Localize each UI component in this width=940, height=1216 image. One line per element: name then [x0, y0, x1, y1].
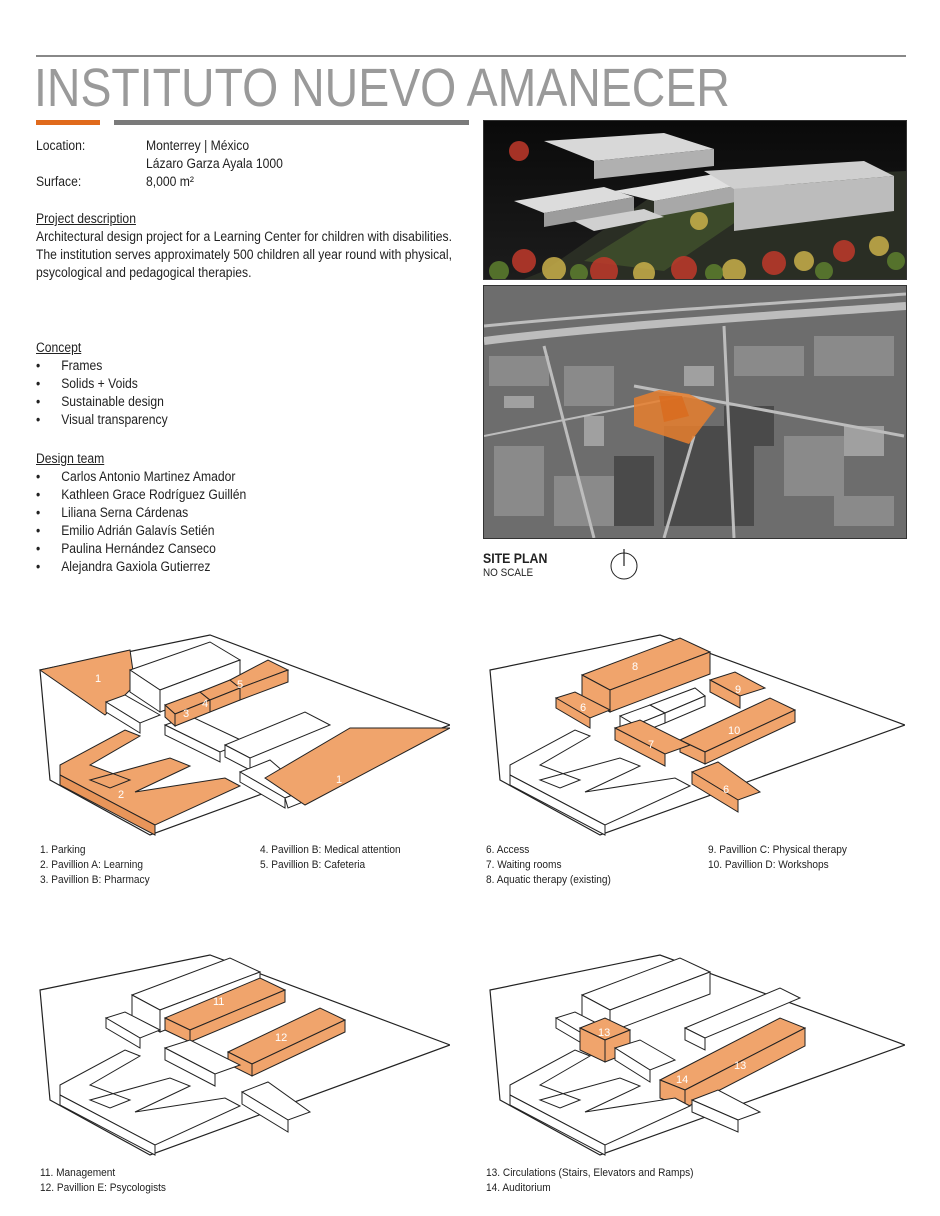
diagram-number: 2: [118, 789, 125, 801]
legend-2-col2: [708, 843, 847, 873]
team-member: Carlos Antonio Martinez Amador: [61, 469, 236, 484]
page-title: INSTITUTO NUEVO AMANECER: [34, 58, 730, 118]
team-heading: Design team: [36, 451, 105, 466]
legend-4: [486, 1166, 694, 1196]
diagram-number: 8: [632, 661, 639, 673]
legend-item: 1. Parking: [40, 844, 86, 856]
location-line2: Lázaro Garza Ayala 1000: [146, 156, 283, 171]
list-item: • Paulina Hernández Canseco: [36, 541, 216, 556]
diagram-number: 13: [598, 1027, 611, 1039]
rendering-image: [483, 120, 907, 280]
diagram-number: 14: [676, 1074, 689, 1086]
description-line: psycological and pedagogical therapies.: [36, 265, 252, 280]
legend-item: 12. Pavillion E: Psycologists: [40, 1182, 166, 1194]
site-plan-subtitle: NO SCALE: [483, 567, 534, 579]
legend-1-col2: [260, 843, 401, 873]
diagram-number: 7: [648, 739, 655, 751]
legend-item: 7. Waiting rooms: [486, 859, 562, 871]
legend-item: 13. Circulations (Stairs, Elevators and Ramps): [486, 1167, 694, 1179]
diagram-number: 9: [735, 684, 742, 696]
legend-item: 11. Management: [40, 1167, 116, 1179]
diagram-number: 13: [734, 1060, 747, 1072]
surface-value: 8,000 m²: [146, 174, 194, 189]
concept-item: Sustainable design: [61, 394, 164, 409]
concept-item: Solids + Voids: [61, 376, 138, 391]
list-item: • Solids + Voids: [36, 376, 138, 391]
description-line: The institution serves approximately 500 children all year round with physical,: [36, 247, 453, 262]
description-line: Architectural design project for a Learning Center for children with disabilities.: [36, 229, 453, 244]
list-item: • Sustainable design: [36, 394, 164, 409]
team-member: Paulina Hernández Canseco: [61, 541, 216, 556]
surface-label: Surface:: [36, 174, 82, 189]
list-item: • Carlos Antonio Martinez Amador: [36, 469, 236, 484]
team-member: Emilio Adrián Galavís Setién: [61, 523, 215, 538]
diagram-number: 3: [183, 708, 190, 720]
team-member: Liliana Serna Cárdenas: [61, 505, 189, 520]
legend-3: [40, 1166, 166, 1196]
legend-item: 4. Pavillion B: Medical attention: [260, 844, 401, 856]
legend-item: 9. Pavillion C: Physical therapy: [708, 844, 847, 856]
team-member: Alejandra Gaxiola Gutierrez: [61, 559, 211, 574]
north-arrow-icon: [609, 547, 639, 586]
location-label: Location:: [36, 138, 86, 153]
list-item: • Emilio Adrián Galavís Setién: [36, 523, 215, 538]
concept-item: Visual transparency: [61, 412, 168, 427]
diagram-number: 12: [275, 1032, 288, 1044]
diagram-number: 1: [95, 673, 102, 685]
list-item: • Frames: [36, 358, 103, 373]
team-member: Kathleen Grace Rodríguez Guillén: [61, 487, 247, 502]
diagram-number: 5: [237, 679, 244, 691]
description-heading: Project description: [36, 211, 136, 226]
legend-item: 14. Auditorium: [486, 1182, 551, 1194]
team-list: [36, 468, 246, 576]
concept-list: [36, 357, 168, 429]
list-item: • Kathleen Grace Rodríguez Guillén: [36, 487, 247, 502]
location-line1: Monterrey | México: [146, 138, 250, 153]
diagram-program-1: [30, 630, 450, 840]
legend-item: 10. Pavillion D: Workshops: [708, 859, 829, 871]
legend-item: 5. Pavillion B: Cafeteria: [260, 859, 366, 871]
site-plan-image: [483, 285, 907, 539]
site-plan-title: SITE PLAN: [483, 550, 548, 566]
diagram-number: 6: [723, 784, 730, 796]
diagram-number: 1: [336, 774, 343, 786]
divider-bar: [114, 120, 469, 125]
diagram-number: 10: [728, 725, 741, 737]
diagram-number: 11: [213, 996, 225, 1008]
list-item: • Alejandra Gaxiola Gutierrez: [36, 559, 211, 574]
list-item: • Visual transparency: [36, 412, 168, 427]
legend-1-col1: [40, 843, 150, 888]
diagram-number: 6: [580, 702, 587, 714]
diagram-number: 4: [202, 698, 209, 710]
concept-item: Frames: [61, 358, 103, 373]
rendering-illustration: [484, 121, 906, 279]
legend-item: 8. Aquatic therapy (existing): [486, 874, 611, 886]
diagram-program-4: [480, 950, 905, 1160]
legend-2-col1: [486, 843, 611, 888]
legend-item: 3. Pavillion B: Pharmacy: [40, 874, 150, 886]
top-rule: [36, 55, 906, 57]
concept-heading: Concept: [36, 340, 82, 355]
aerial-map: [484, 286, 906, 538]
legend-item: 2. Pavillion A: Learning: [40, 859, 143, 871]
diagram-program-2: [480, 630, 905, 840]
list-item: • Liliana Serna Cárdenas: [36, 505, 189, 520]
accent-bar: [36, 120, 100, 125]
legend-item: 6. Access: [486, 844, 530, 856]
diagram-program-3: [30, 950, 450, 1160]
